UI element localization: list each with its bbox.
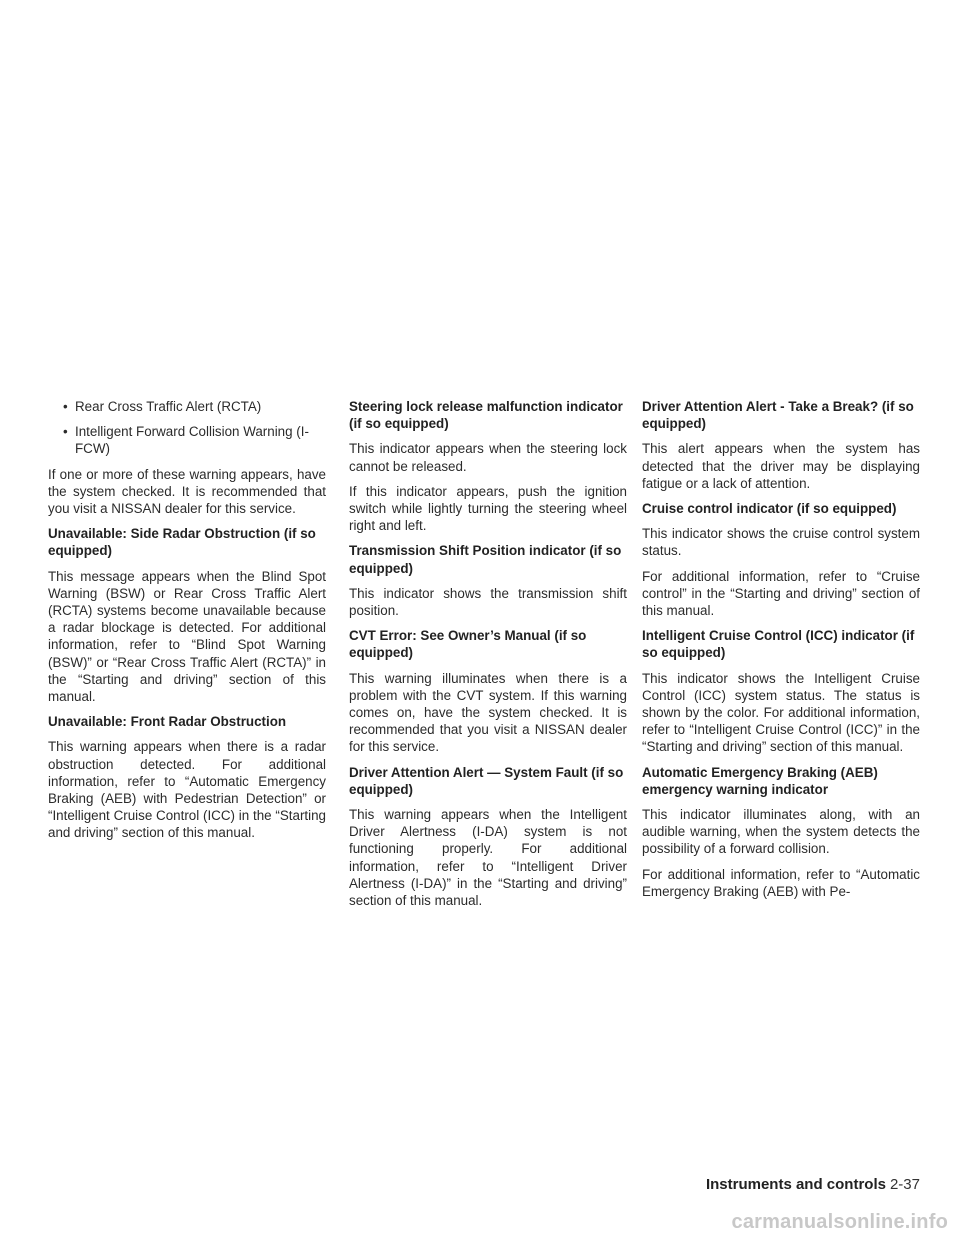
section-heading: Steering lock release malfunction indicator (if so equipped) — [349, 399, 623, 432]
paragraph: This indicator appears when the steering lock cannot be released. — [349, 441, 627, 474]
paragraph: This alert appears when the system has detected that the driver may be displaying fatigue or a lack of attention. — [642, 441, 920, 491]
paragraph: This indicator illuminates along, with an audible warning, when the system detects the possibility of a forward collision. — [642, 807, 920, 857]
section-heading: Cruise control indicator (if so equipped) — [642, 501, 897, 517]
paragraph: For additional information, refer to “Automatic Emergency Braking (AEB) with Pe- — [642, 866, 920, 899]
column-middle — [349, 398, 627, 917]
section-heading: Driver Attention Alert - Take a Break? (if so equipped) — [642, 399, 914, 432]
section-heading: Intelligent Cruise Control (ICC) indicator (if so equipped) — [642, 628, 915, 661]
column-right — [642, 398, 920, 908]
paragraph: For additional information, refer to “Cruise control” in the “Starting and driving” section of this manual. — [642, 568, 920, 619]
paragraph: If one or more of these warning appears, have the system checked. It is recommended that you visit a NISSAN dealer for this service. — [48, 466, 326, 517]
paragraph: This warning appears when the Intelligent Driver Alertness (I-DA) system is not functioning properly. For additional information, refer to “Intelligent Driver Alertness (I-DA)” in the “Starting and driving” section of this manual. — [349, 807, 627, 909]
paragraph: This warning appears when there is a radar obstruction detected. For additional information, refer to “Automatic Emergency Braking (AEB) with Pedestrian Detection” or “Intelligent Cruise Control (ICC) in the “Starting and driving” section of this manual. — [48, 739, 326, 841]
watermark: carmanualsonline.info — [731, 1211, 948, 1233]
section-heading: Unavailable: Front Radar Obstruction — [48, 714, 287, 730]
list-item: • Rear Cross Traffic Alert (RCTA) — [48, 398, 326, 415]
paragraph: This warning illuminates when there is a problem with the CVT system. If this warning comes on, have the system checked. It is recommended that you visit a NISSAN dealer for this service. — [349, 670, 627, 755]
section-title: Instruments and controls — [705, 1176, 886, 1193]
warning-list — [48, 398, 326, 458]
page-footer — [674, 1176, 920, 1194]
page-number: 2-37 — [889, 1176, 920, 1193]
paragraph: This indicator shows the cruise control system status. — [642, 526, 920, 559]
paragraph: This message appears when the Blind Spot Warning (BSW) or Rear Cross Traffic Alert (RCTA) systems become unavailable because a radar blockage is detected. For additional information, refer to “Blind Spot Warning (BSW)” or “Rear Cross Traffic Alert (RCTA)” in the “Starting and driving” section of this manual. — [48, 568, 326, 705]
paragraph: If this indicator appears, push the ignition switch while lightly turning the steering wheel right and left. — [349, 483, 627, 534]
section-heading: CVT Error: See Owner’s Manual (if so equipped) — [349, 628, 587, 661]
section-heading: Unavailable: Side Radar Obstruction (if so equipped) — [48, 526, 316, 559]
list-item: • Intelligent Forward Collision Warning (I-FCW) — [48, 423, 326, 457]
column-left — [48, 398, 326, 850]
section-heading: Transmission Shift Position indicator (if so equipped) — [349, 543, 622, 576]
paragraph: This indicator shows the Intelligent Cruise Control (ICC) system status. The status is shown by the color. For additional information, refer to “Intelligent Cruise Control (ICC)” in the “Starting and driving” section of this manual. — [642, 670, 920, 755]
paragraph: This indicator shows the transmission shift position. — [349, 585, 627, 619]
section-heading: Driver Attention Alert — System Fault (if so equipped) — [349, 764, 624, 797]
section-heading: Automatic Emergency Braking (AEB) emergency warning indicator — [642, 764, 878, 797]
